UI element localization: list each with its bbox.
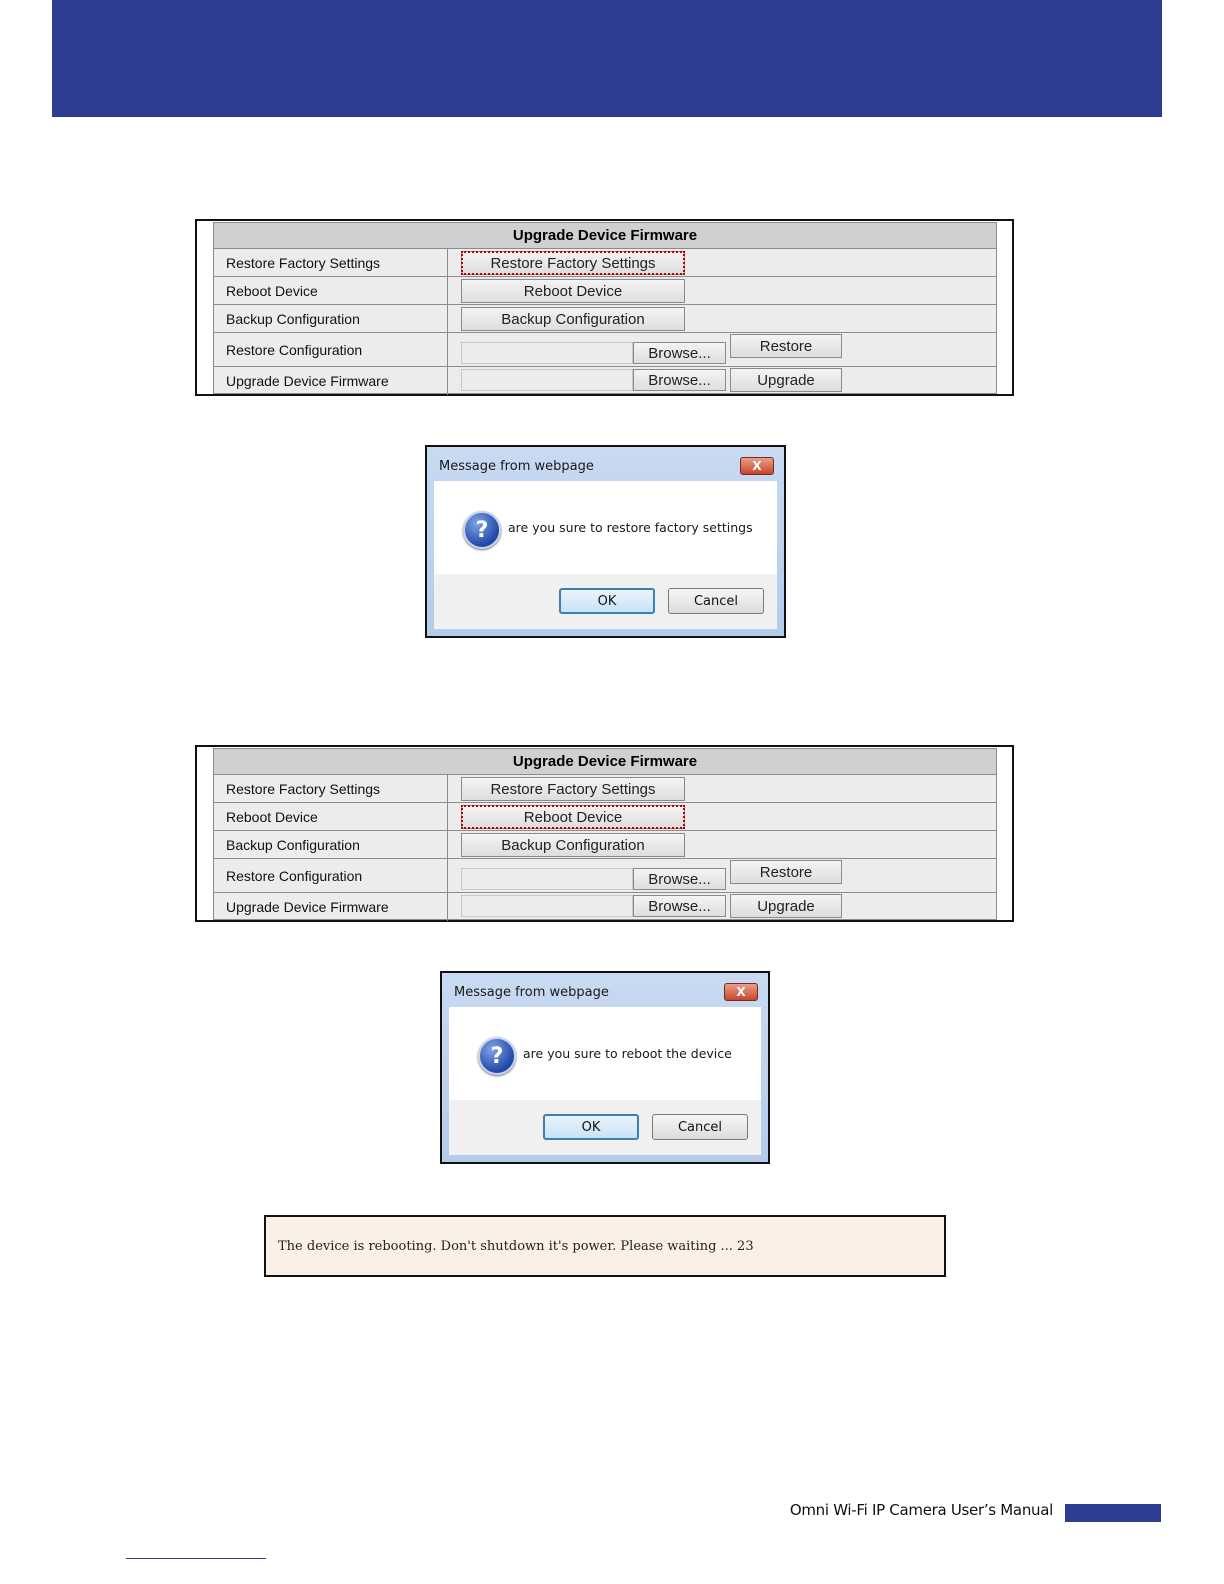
browse-button[interactable]: Browse... bbox=[633, 868, 726, 890]
footer-title: Omni Wi-Fi IP Camera User’s Manual bbox=[789, 1501, 1053, 1519]
row-restore-config bbox=[214, 333, 996, 367]
upgrade-button[interactable]: Upgrade bbox=[730, 894, 842, 918]
row-upgrade bbox=[214, 367, 996, 395]
browse-button[interactable]: Browse... bbox=[633, 342, 726, 364]
row-restore-factory bbox=[214, 775, 996, 803]
firmware-file-input[interactable] bbox=[461, 895, 633, 917]
close-icon[interactable]: X bbox=[724, 983, 758, 1001]
row-restore-config bbox=[214, 859, 996, 893]
restore-file-input[interactable] bbox=[461, 868, 633, 890]
cancel-button[interactable]: Cancel bbox=[652, 1114, 748, 1140]
panel-title: Upgrade Device Firmware bbox=[214, 223, 996, 249]
browse-button[interactable]: Browse... bbox=[633, 369, 726, 391]
browse-button[interactable]: Browse... bbox=[633, 895, 726, 917]
dialog-footer bbox=[434, 574, 777, 629]
panel-title: Upgrade Device Firmware bbox=[214, 749, 996, 775]
row-label: Backup Configuration bbox=[214, 305, 448, 332]
question-icon: ? bbox=[478, 1037, 516, 1075]
row-label: Restore Configuration bbox=[214, 859, 448, 892]
reboot-device-button[interactable]: Reboot Device bbox=[461, 805, 685, 829]
firmware-panel-1 bbox=[195, 219, 1014, 396]
row-upgrade bbox=[214, 893, 996, 921]
backup-configuration-button[interactable]: Backup Configuration bbox=[461, 307, 685, 331]
ok-button[interactable]: OK bbox=[559, 588, 655, 614]
firmware-panel-2 bbox=[195, 745, 1014, 922]
row-label: Reboot Device bbox=[214, 803, 448, 830]
question-icon: ? bbox=[463, 511, 501, 549]
row-label: Restore Configuration bbox=[214, 333, 448, 366]
backup-configuration-button[interactable]: Backup Configuration bbox=[461, 833, 685, 857]
restore-factory-settings-button[interactable]: Restore Factory Settings bbox=[461, 251, 685, 275]
dialog-body bbox=[449, 1007, 761, 1100]
footer-divider bbox=[126, 1558, 266, 1559]
restore-factory-settings-button[interactable]: Restore Factory Settings bbox=[461, 777, 685, 801]
ok-button[interactable]: OK bbox=[543, 1114, 639, 1140]
row-label: Restore Factory Settings bbox=[214, 249, 448, 276]
row-backup bbox=[214, 831, 996, 859]
row-reboot bbox=[214, 803, 996, 831]
reboot-device-button[interactable]: Reboot Device bbox=[461, 279, 685, 303]
row-label: Upgrade Device Firmware bbox=[214, 367, 448, 395]
confirm-dialog-restore bbox=[425, 445, 786, 638]
upgrade-button[interactable]: Upgrade bbox=[730, 368, 842, 392]
restore-button[interactable]: Restore bbox=[730, 334, 842, 358]
row-backup bbox=[214, 305, 996, 333]
dialog-body bbox=[434, 481, 777, 574]
row-restore-factory bbox=[214, 249, 996, 277]
confirm-dialog-reboot bbox=[440, 971, 770, 1164]
restore-button[interactable]: Restore bbox=[730, 860, 842, 884]
dialog-footer bbox=[449, 1100, 761, 1155]
footer-bar bbox=[1065, 1504, 1161, 1522]
row-label: Backup Configuration bbox=[214, 831, 448, 858]
row-label: Reboot Device bbox=[214, 277, 448, 304]
close-icon[interactable]: X bbox=[740, 457, 774, 475]
cancel-button[interactable]: Cancel bbox=[668, 588, 764, 614]
firmware-file-input[interactable] bbox=[461, 369, 633, 391]
dialog-message: are you sure to restore factory settings bbox=[508, 520, 753, 535]
reboot-status-message: The device is rebooting. Don't shutdown it's power. Please waiting ... 23 bbox=[264, 1215, 946, 1277]
header-banner bbox=[52, 0, 1162, 117]
dialog-title: Message from webpage bbox=[439, 459, 594, 474]
dialog-message: are you sure to reboot the device bbox=[523, 1046, 732, 1061]
row-reboot bbox=[214, 277, 996, 305]
dialog-title: Message from webpage bbox=[454, 985, 609, 1000]
row-label: Restore Factory Settings bbox=[214, 775, 448, 802]
restore-file-input[interactable] bbox=[461, 342, 633, 364]
row-label: Upgrade Device Firmware bbox=[214, 893, 448, 921]
